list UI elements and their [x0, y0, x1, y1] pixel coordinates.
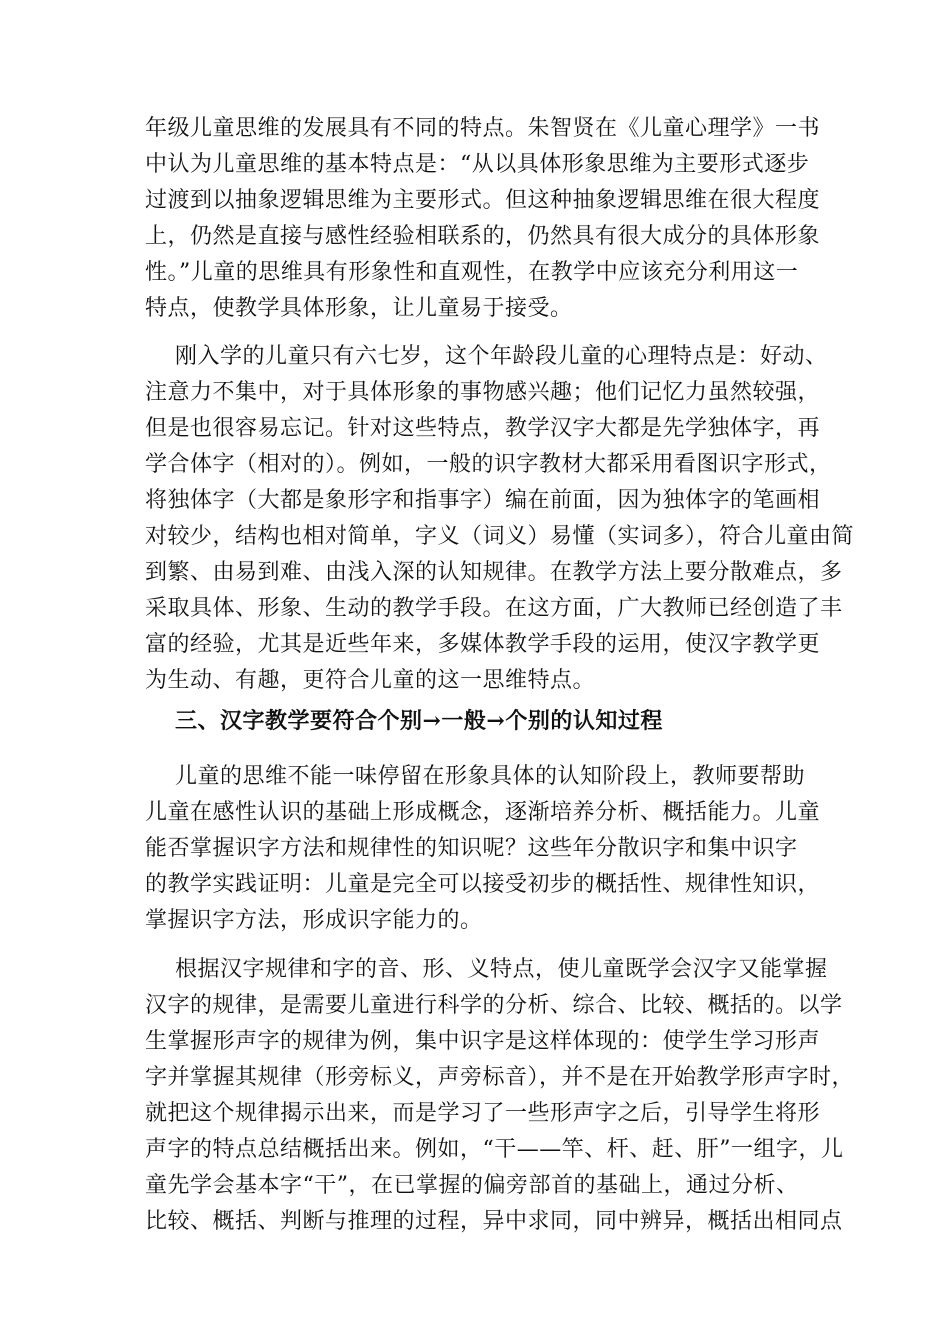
paragraph-line: 但是也很容易忘记。针对这些特点，教学汉字大都是先学独体字，再: [145, 416, 821, 441]
paragraph-line: 刚入学的儿童只有六七岁，这个年龄段儿童的心理特点是：好动、: [175, 344, 828, 369]
paragraph-line: 的教学实践证明：儿童是完全可以接受初步的概括性、规律性知识，: [145, 872, 821, 897]
paragraph-line: 学合体字（相对的）。例如，一般的识字教材大都采用看图识字形式，: [145, 452, 832, 477]
paragraph-line: 汉字的规律，是需要儿童进行科学的分析、综合、比较、概括的。以学: [145, 993, 843, 1018]
paragraph-line: 比较、概括、判断与推理的过程，异中求同，同中辨异，概括出相同点: [145, 1209, 843, 1234]
paragraph-line: 性。”儿童的思维具有形象性和直观性，在教学中应该充分利用这一: [145, 260, 799, 285]
paragraph-line: 就把这个规律揭示出来，而是学习了一些形声字之后，引导学生将形: [145, 1101, 821, 1126]
paragraph-line: 中认为儿童思维的基本特点是：“从以具体形象思维为主要形式逐步: [145, 152, 810, 177]
paragraph-line: 对较少，结构也相对简单，字义（词义）易懂（实词多），符合儿童由简: [145, 524, 855, 549]
paragraph-line: 将独体字（大都是象形字和指事字）编在前面，因为独体字的笔画相: [145, 488, 821, 513]
paragraph-line: 生掌握形声字的规律为例，集中识字是这样体现的：使学生学习形声: [145, 1029, 821, 1054]
paragraph-line: 到繁、由易到难、由浅入深的认知规律。在教学方法上要分散难点，多: [145, 560, 843, 585]
paragraph-line: 儿童的思维不能一味停留在形象具体的认知阶段上，教师要帮助: [175, 764, 806, 789]
paragraph-line: 童先学会基本字“干”，在已掌握的偏旁部首的基础上，通过分析、: [145, 1173, 799, 1198]
paragraph-line: 为生动、有趣，更符合儿童的这一思维特点。: [145, 668, 596, 693]
paragraph-line: 掌握识字方法，形成识字能力的。: [145, 908, 483, 933]
paragraph-line: 富的经验，尤其是近些年来，多媒体教学手段的运用，使汉字教学更: [145, 632, 821, 657]
paragraph-line: 声字的特点总结概括出来。例如，“干——竿、杆、赶、肝”一组字，儿: [145, 1137, 844, 1162]
paragraph-line: 根据汉字规律和字的音、形、义特点，使儿童既学会汉字又能掌握: [175, 957, 828, 982]
paragraph-line: 注意力不集中，对于具体形象的事物感兴趣；他们记忆力虽然较强，: [145, 380, 821, 405]
paragraph-line: 过渡到以抽象逻辑思维为主要形式。但这种抽象逻辑思维在很大程度: [145, 188, 821, 213]
section-heading-text: 三、汉字教学要符合个别→一般→个别的认知过程: [175, 708, 663, 734]
paragraph-line: 上，仍然是直接与感性经验相联系的，仍然具有很大成分的具体形象: [145, 224, 821, 249]
paragraph-line: 特点，使教学具体形象，让儿童易于接受。: [145, 296, 573, 321]
paragraph-line: 能否掌握识字方法和规律性的知识呢？这些年分散识字和集中识字: [145, 836, 798, 861]
paragraph-line: 采取具体、形象、生动的教学手段。在这方面，广大教师已经创造了丰: [145, 596, 843, 621]
paragraph-line: 字并掌握其规律（形旁标义，声旁标音），并不是在开始教学形声字时，: [145, 1065, 855, 1090]
paragraph-line: 儿童在感性认识的基础上形成概念，逐渐培养分析、概括能力。儿童: [145, 800, 821, 825]
paragraph-line: 年级儿童思维的发展具有不同的特点。朱智贤在《儿童心理学》一书: [145, 116, 821, 141]
